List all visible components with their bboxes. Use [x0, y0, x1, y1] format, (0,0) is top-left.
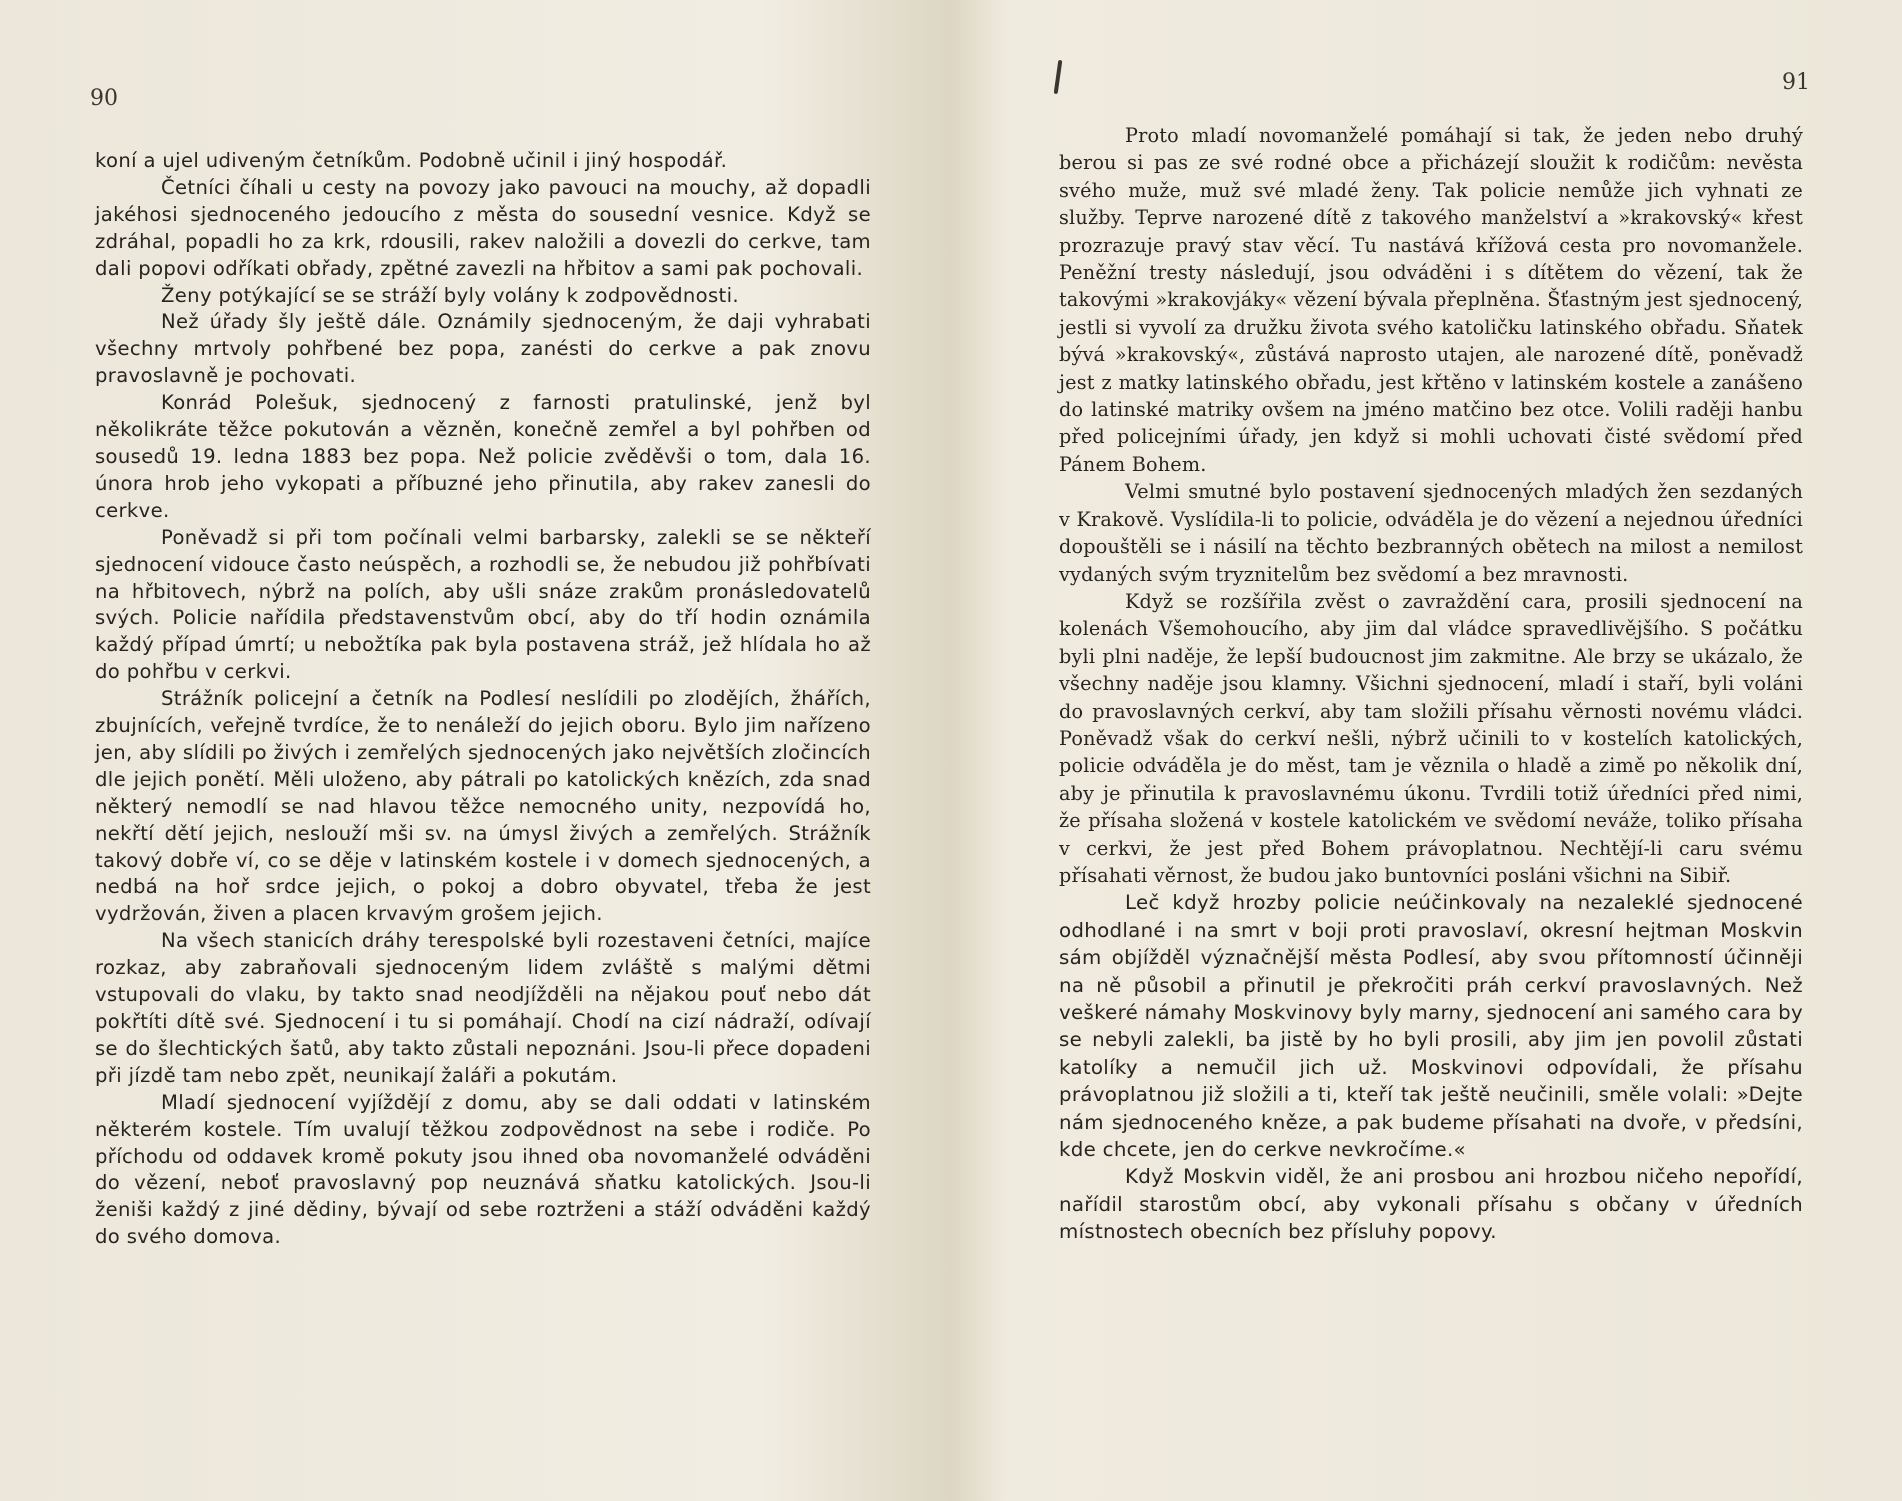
paragraph: Leč když hrozby policie neúčinkovaly na nezaleklé sjednocené odhodlané i na smrt v boji proti pravoslaví, okresní hejtman Moskvin sám objížděl význačnější města Podlesí, aby svou přítomností účinněji na ně působil a přinutil je překročiti práh cerkví pravoslavných. Než veškeré námahy Moskvinovy byly marny, sjednocení ani samého cara by se nebyli zalekli, ba jistě by ho byli prosili, aby jim jen povolil zůstati katolíky a nemučil jich už. Moskvinovi odpovídali, že přísahu právoplatnou již složili a ti, kteří tak ještě neučinili, směle volali: »Dejte nám sjednoceného kněze, a pak budeme přísahati na dvoře, v předsíni, kde chcete, jen do cerkve nevkročíme.« [1059, 891, 1803, 1162]
ink-mark [1054, 60, 1063, 94]
paragraph: Ženy potýkající se se stráží byly volány k zodpovědnosti. [161, 283, 739, 307]
paragraph: Četníci číhali u cesty na povozy jako pavouci na mouchy, až dopadli jakéhosi sjednoceného jedoucího z města do sousední vesnice. Když se zdráhal, popadli ho za krk, rdousili, rakev naložili a dovezli do cerkve, tam dali popovi odříkati obřady, zpětné zavezli na hřbitov a sami pak pochovali. [95, 175, 871, 280]
paragraph: Než úřady šly ještě dále. Oznámily sjednoceným, že daji vyhrabati všechny mrtvoly pohřbené bez popa, zanésti do cerkve a pak znovu pravoslavně je pochovati. [95, 310, 871, 388]
right-page-text [1059, 122, 1803, 1246]
paragraph: Poněvadž si při tom počínali velmi barbarsky, zalekli se se někteří sjednocení vidouce často neúspěch, a rozhodli se, že nebudou již pohřbívati na hřbitovech, nýbrž na polích, aby ušli snáze zrakům pronásledovatelů svých. Policie nařídila představenstvům obcí, aby do tří hodin oznámila každý případ úmrtí; u nebožtíka pak byla postavena stráž, jež hlídala ho až do pohřbu v cerkvi. [95, 525, 871, 684]
paragraph: Velmi smutné bylo postavení sjednocených mladých žen sezdaných v Krakově. Vyslídila-li to policie, odváděla je do vězení a nejednou úředníci dopouštěli se i násilí na těchto bezbranných obětech na milost a nemilost vydaných svým tryznitelům bez svědomí a bez mravnosti. [1059, 480, 1803, 586]
upper-text-block [1059, 122, 1803, 889]
right-page [951, 0, 1902, 1501]
paragraph: Když Moskvin viděl, že ani prosbou ani hrozbou ničeho nepořídí, nařídil starostům obcí, aby vykonali přísahu s občany v úředních místnostech obecních bez přísluhy popovy. [1059, 1165, 1803, 1244]
paragraph: Strážník policejní a četník na Podlesí neslídili po zlodějích, žhářích, zbujnících, veřejně tvrdíce, že to nenáleží do jejich oboru. Bylo jim nařízeno jen, aby slídili po živých i zemřelých sjednocených jako největších zločincích dle jejich ponětí. Měli uloženo, aby pátrali po katolických knězích, zda snad některý nemodlí se nad hlavou těžce nemocného unity, nezpovídá ho, nekřtí dětí jejich, neslouží mši sv. na úmysl živých a zemřelých. Strážník takový dobře ví, co se děje v latinském kostele i v domech sjednocených, a nedbá na hoř srdce jejich, o pokoj a dobro obyvatel, třeba že jest vydržován, živen a placen krvavým grošem jejich. [95, 687, 871, 926]
paragraph: Proto mladí novomanželé pomáhají si tak, že jeden nebo druhý berou si pas ze své rodné obce a přicházejí sloužit k rodičům: nevěsta svého muže, muž své mladé ženy. Tak policie nemůže jich vyhnati ze služby. Teprve narozené dítě z takového manželství a »krakovský« křest prozrazuje pravý stav věcí. Tu nastává křížová cesta pro novomanžele. Peněžní tresty následují, jsou odváděni i s dítětem do vězení, tak že takovými »krakovjáky« vězení bývala přeplněna. Šťastným jest sjednocený, jestli si vyvolí za družku života svého katoličku latinského obřadu. Sňatek bývá »krakovský«, zůstává naprosto utajen, ale narozené dítě, poněvadž jest z matky latinského obřadu, jest křtěno v latinském kostele a zanášeno do latinské matriky ovšem na jméno matčino bez otce. Volili raději hanbu před policejními úřady, jen když si mohli uchovati čisté svědomí před Pánem Bohem. [1059, 124, 1803, 476]
paragraph: Mladí sjednocení vyjíždějí z domu, aby se dali oddati v latinském některém kostele. Tím uvalují těžkou zodpovědnost na sebe i rodiče. Po příchodu od oddavek kromě pokuty jsou ihned oba novomanželé odváděni do vězení, neboť pravoslavný pop neuznává sňatku katolických. Jsou-li ženiši každý z jiné dědiny, bývají od sebe roztrženi a stáží odváděni každý do svého domova. [95, 1090, 871, 1249]
paragraph: koní a ujel udiveným četníkům. Podobně učinil i jiný hospodář. [95, 149, 728, 172]
paragraph: Když se rozšířila zvěst o zavraždění cara, prosili sjednocení na kolenách Všemohoucího, aby jim dal vládce spravedlivějšího. S počátku byli plni naděje, že lepší budoucnost jim zakmitne. Ale brzy se ukázalo, že všechny naděje jsou klamny. Všichni sjednocení, mladí i staří, byli voláni do pravoslavných cerkví, aby tam složili přísahu věrnosti novému vládci. Poněvadž však do cerkví nešli, nýbrž učinili to v kostelích katolických, policie odváděla je do měst, tam je věznila o hladě a zimě po několik dní, aby je přinutila k pravoslavnému úkonu. Tvrdili totiž úředníci před nimi, že přísaha složená v kostele katolickém ve svědomí neváže, toliko přísaha v cerkvi, že jest před Bohem právoplatnou. Nechtějí-li caru svému přísahati věrnost, že budou jako buntovníci posláni všichni na Sibiř. [1059, 589, 1803, 887]
paragraph: Konrád Polešuk, sjednocený z farnosti pratulinské, jenž byl několikráte těžce pokutován a vězněn, konečně zemřel a byl pohřben od sousedů 19. ledna 1883 bez popa. Než policie zvěděvši o tom, dala 16. února hrob jeho vykopati a příbuzné jeho přinutila, aby rakev zanesli do cerkve. [95, 391, 871, 522]
page-number-left: 90 [90, 86, 118, 111]
paragraph: Na všech stanicích dráhy terespolské byli rozestaveni četníci, majíce rozkaz, aby zabraňovali sjednoceným lidem zvláště s malými dětmi vstupovali do vlaku, by takto snad neodjížděli na nějakou pouť nebo dát pokřtíti dítě své. Sjednocení i tu si pomáhají. Chodí na cizí nádraží, odívají se do šlechtických šatů, aby takto zůstali nepoznáni. Jsou-li přece dopadeni při jízdě tam nebo zpět, neunikají žaláři a pokutám. [95, 929, 871, 1087]
left-page-text [95, 148, 871, 1251]
page-number-right: 91 [1782, 70, 1810, 95]
